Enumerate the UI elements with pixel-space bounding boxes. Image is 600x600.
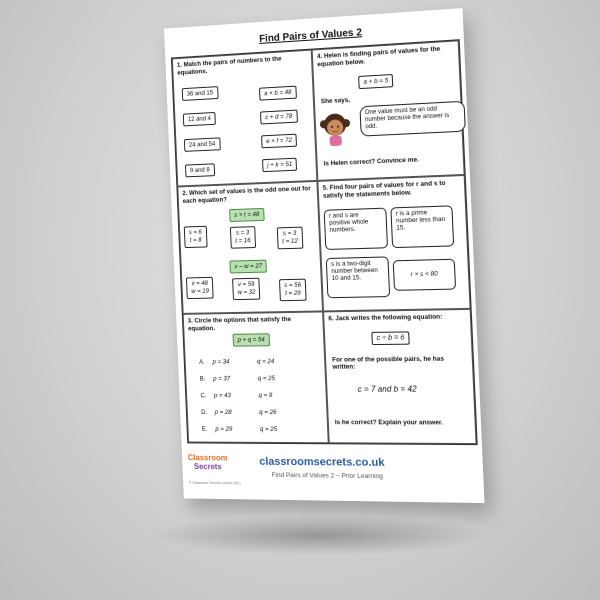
worksheet (164, 8, 485, 503)
q2-set2-option-c: s = 56 t = 29 (279, 278, 307, 301)
q4-equation: a + b = 5 (358, 74, 394, 89)
q4-question: Is Helen correct? Convince me. (323, 156, 420, 168)
q1-equation-3: e × f = 72 (261, 134, 297, 149)
footer-subtitle: Find Pairs of Values 2 – Prior Learning (271, 471, 384, 481)
q2-set2-option-b: v = 59 w = 32 (232, 277, 261, 300)
classroom-secrets-logo: Classroom Secrets (187, 453, 228, 472)
question-1 (172, 50, 317, 187)
question-5 (317, 175, 470, 312)
q5-card-4: r × s < 80 (393, 258, 456, 290)
q5-prompt: 5. Find four pairs of values for r and s to satisfy the statements below. (322, 179, 446, 200)
q1-equation-4: j + k = 51 (262, 158, 297, 172)
q6-question: Is he correct? Explain your answer. (334, 419, 444, 427)
q2-prompt: 2. Which set of values is the odd one out for each equation? (182, 184, 311, 205)
q2-set1-option-a: s = 6 t = 8 (184, 225, 207, 247)
q2-set1-option-b: s = 3 t = 16 (230, 226, 256, 249)
q3-option-c[interactable]: C. p = 43 q = 9 (200, 392, 273, 400)
q3-options (199, 353, 310, 438)
q4-prompt: 4. Helen is finding pairs of values for the equation below. (316, 45, 441, 69)
q2-equation-2: v – w = 27 (229, 259, 267, 273)
q4-she-says: She says, (320, 96, 351, 106)
sheet-shadow (150, 515, 490, 555)
q1-pair-4: 9 and 8 (185, 163, 215, 177)
worksheet-title: Find Pairs of Values 2 (258, 27, 363, 45)
helen-avatar-icon (319, 111, 351, 147)
q3-option-d[interactable]: D. p = 28 q = 26 (201, 409, 277, 417)
q2-set2-option-a: v = 48 w = 19 (186, 276, 214, 298)
q1-pair-3: 24 and 54 (184, 137, 220, 151)
q3-option-a[interactable]: A. p = 34 q = 24 (198, 358, 275, 367)
q4-speech-bubble: One value must be an odd number because the answer is odd. (359, 101, 465, 136)
copyright: © Classroom Secrets Limited 2021 (188, 480, 242, 486)
footer (182, 449, 485, 503)
q1-pair-2: 12 and 4 (183, 112, 216, 126)
q1-pair-1: 36 and 15 (182, 86, 218, 101)
site-url[interactable]: classroomsecrets.co.uk (259, 455, 385, 469)
q2-set1-option-c: s = 3 t = 12 (277, 226, 303, 249)
question-2 (177, 181, 323, 315)
q5-card-1: r and s are positive whole numbers. (324, 207, 388, 249)
q5-card-3: s is a two-digit number between 10 and 15. (326, 256, 390, 298)
q5-card-2: r is a prime number less than 15. (390, 205, 454, 248)
q6-prompt: 6. Jack writes the following equation: (328, 313, 443, 323)
q1-prompt: 1. Match the pairs of numbers to the equations. (176, 55, 282, 77)
q2-equation-1: s × t = 48 (229, 208, 264, 222)
q6-equation: c ÷ b = 6 (371, 332, 409, 346)
question-6 (323, 309, 477, 444)
q3-option-b[interactable]: B. p = 37 q = 25 (199, 375, 276, 383)
q6-text: For one of the possible pairs, he has written: (332, 355, 445, 372)
question-3 (183, 312, 329, 443)
q1-equation-1: a × b = 48 (259, 86, 297, 101)
q6-answer: c = 7 and b = 42 (357, 384, 417, 395)
question-grid (171, 39, 478, 445)
question-4 (312, 40, 465, 180)
q3-prompt: 3. Circle the options that satisfy the equation. (187, 316, 292, 333)
q3-option-e[interactable]: E. p = 29 q = 25 (201, 426, 278, 434)
q3-equation: p + q = 54 (233, 334, 270, 347)
q1-equation-2: c + d = 78 (260, 110, 297, 125)
